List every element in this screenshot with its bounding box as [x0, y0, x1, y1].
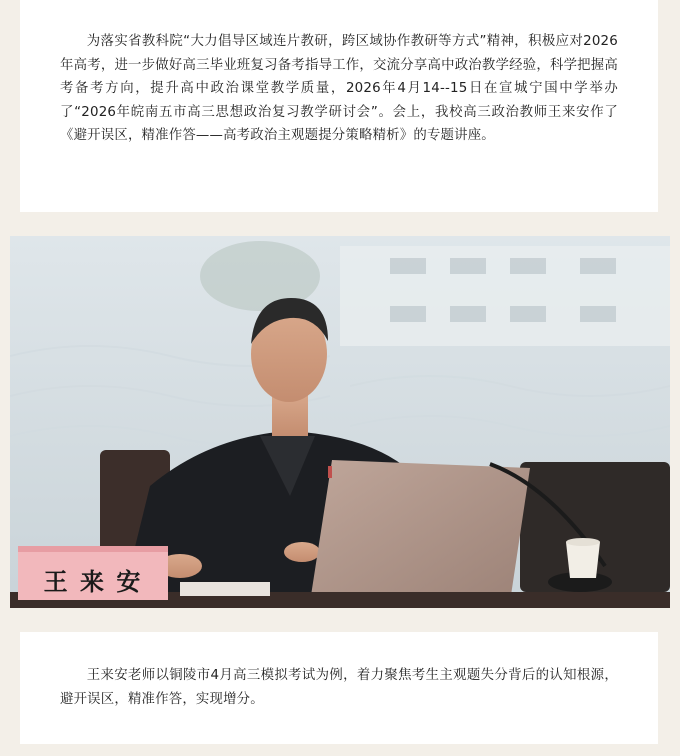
intro-card — [20, 0, 658, 212]
intro-paragraph: 为落实省教科院“大力倡导区域连片教研，跨区域协作教研等方式”精神，积极应对2026年高考，进一步做好高三毕业班复习备考指导工作，交流分享高中政治教学经验，科学把握高考备考方向，提升高中政治课堂教学质量，2026年4月14--15日在宣城宁国中学举办了“2026年皖南五市高三思想政治复习教学研讨会”。会上，我校高三政治教师王来安作了《避开误区，精准作答——高考政治主观题提分策略精析》的专题讲座。 — [60, 34, 618, 144]
lecture-photo — [10, 236, 670, 608]
summary-paragraph: 王来安老师以铜陵市4月高三模拟考试为例，着力聚焦考生主观题失分背后的认知根源，避开误区，精准作答，实现增分。 — [60, 668, 618, 707]
paper-cup — [566, 538, 600, 578]
laptop — [310, 460, 530, 602]
summary-card — [20, 632, 658, 744]
nameplate-text: 王 来 安 — [43, 568, 143, 596]
